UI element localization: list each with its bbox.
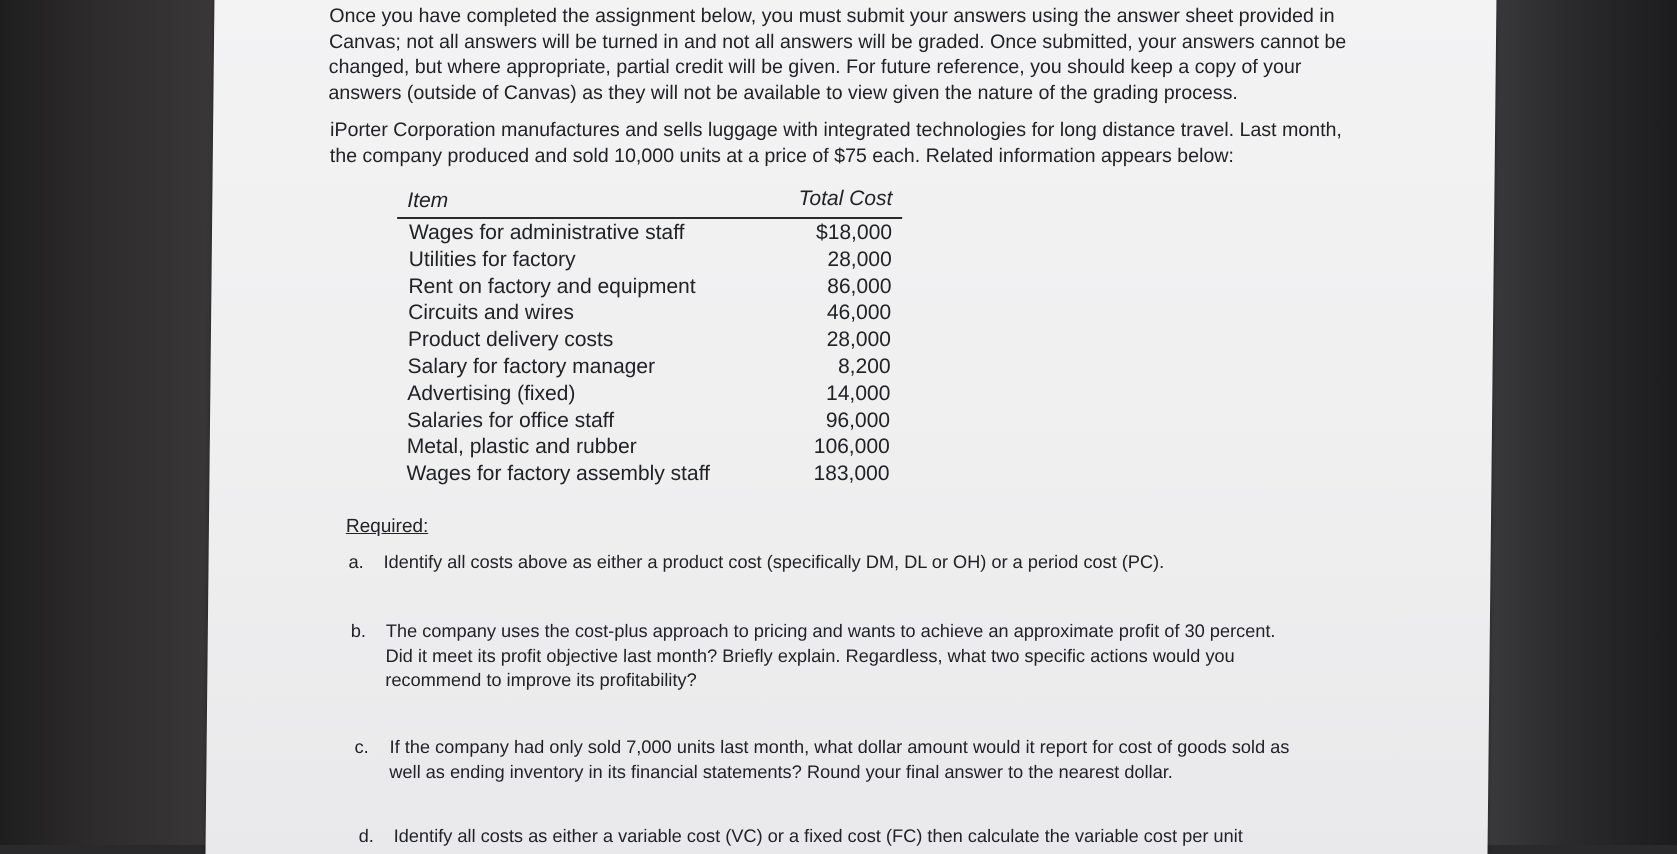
item-cell: Salaries for office staff	[406, 408, 615, 432]
item-cell: Rent on factory and equipment	[408, 274, 696, 298]
required-heading: Required:	[345, 516, 429, 537]
table-row	[396, 273, 901, 300]
table-row	[395, 407, 900, 434]
company-paragraph	[330, 118, 1461, 169]
table-row	[394, 460, 899, 487]
question-letter: a.	[348, 552, 364, 572]
text-line: iPorter Corporation manufactures and sells luggage with integrated technologies for long distance travel. Last month,	[329, 119, 1343, 141]
cost-cell: 8,200	[837, 354, 891, 378]
table-row	[396, 299, 901, 326]
table-row	[395, 380, 900, 407]
item-cell: Advertising (fixed)	[407, 381, 576, 405]
table-header	[397, 187, 902, 219]
table-row	[396, 326, 901, 353]
cost-cell: $18,000	[815, 221, 893, 244]
question-text-line: well as ending inventory in its financial statements? Round your final answer to the nearest dollar.	[389, 761, 1173, 782]
cost-cell: 14,000	[825, 381, 891, 405]
table-row	[395, 353, 900, 380]
question-text-line: recommend to improve its profitability?	[385, 670, 697, 690]
text-line: Once you have completed the assignment below, you must submit your answers using the answer sheet provided in	[329, 5, 1335, 27]
item-column-header: Item	[407, 189, 449, 212]
cost-cell: 183,000	[813, 462, 890, 486]
cost-cell: 28,000	[826, 328, 892, 352]
cost-cell: 86,000	[827, 274, 892, 298]
question-text-line: If the company had only sold 7,000 units last month, what dollar amount would it report for cost of goods sold as	[389, 737, 1290, 757]
question-text-line: Did it meet its profit objective last month? Briefly explain. Regardless, what two specific actions would you	[385, 645, 1235, 666]
text-line: the company produced and sold 10,000 units at a price of $75 each. Related information appears below:	[329, 144, 1235, 167]
item-cell: Wages for factory assembly staff	[406, 462, 711, 486]
question-text-line: Identify all costs as either a variable cost (VC) or a fixed cost (FC) then calculate the variable cost per unit	[393, 826, 1243, 846]
cost-cell: 46,000	[826, 301, 892, 325]
table-row	[397, 219, 902, 246]
cost-cell: 106,000	[813, 435, 890, 459]
question-text-line: The company uses the cost-plus approach to pricing and wants to achieve an approximate profit of 30 percent.	[385, 621, 1276, 641]
question-letter: c.	[354, 737, 369, 757]
total-cost-column-header: Total Cost	[798, 187, 893, 210]
item-cell: Salary for factory manager	[407, 354, 656, 378]
item-cell: Circuits and wires	[408, 301, 575, 325]
cost-cell: 96,000	[825, 408, 891, 432]
item-cell: Metal, plastic and rubber	[406, 435, 637, 459]
table-row	[395, 433, 900, 460]
question-text-line: Identify all costs above as either a product cost (specifically DM, DL or OH) or a period cost (PC).	[383, 552, 1165, 572]
item-cell: Utilities for factory	[408, 247, 576, 271]
text-line: answers (outside of Canvas) as they will not be available to view given the nature of the grading process.	[328, 81, 1239, 104]
instructions-paragraph	[328, 4, 1459, 106]
cost-table	[394, 187, 902, 487]
text-line: changed, but where appropriate, partial credit will be given. For future reference, you should keep a copy of your	[328, 56, 1302, 78]
photo-background-right	[1482, 0, 1677, 845]
question-letter: b.	[350, 621, 367, 641]
item-cell: Wages for administrative staff	[408, 221, 685, 244]
table-row	[397, 246, 902, 273]
text-line: Canvas; not all answers will be turned in and not all answers will be graded. Once submitted, your answers cannot be	[328, 30, 1347, 53]
item-cell: Product delivery costs	[407, 328, 614, 352]
document-page	[205, 0, 1496, 854]
question-letter: d.	[358, 826, 374, 846]
cost-cell: 28,000	[827, 247, 892, 271]
